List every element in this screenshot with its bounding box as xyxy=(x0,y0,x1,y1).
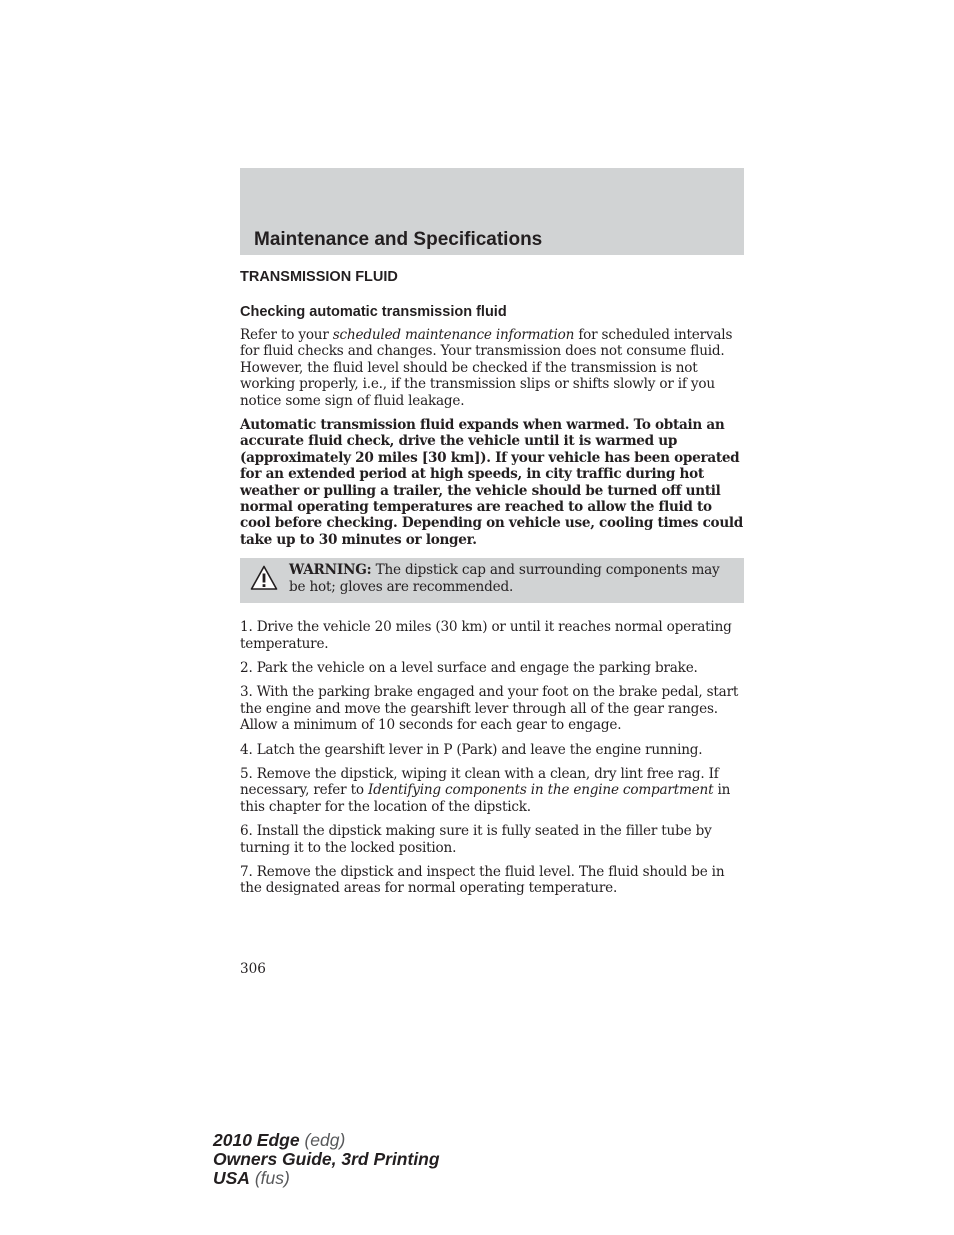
warning-text xyxy=(289,562,732,595)
footer-market-code: (fus) xyxy=(249,1168,290,1188)
footer-market: USA xyxy=(213,1168,250,1188)
warning-triangle-icon xyxy=(250,565,278,591)
page-number: 306 xyxy=(240,961,266,977)
step-1: 1. Drive the vehicle 20 miles (30 km) or until it reaches normal operating temperature. xyxy=(240,619,732,652)
footer-line-1 xyxy=(213,1131,440,1150)
bold-notice-paragraph: Automatic transmission fluid expands when warmed. To obtain an accurate fluid check, drive the vehicle until it is warmed up (approximately 20 miles [30 km]). If your vehicle has been operated for an extended period at high speeds, in city traffic during hot weather or pulling a trailer, the vehicle should be turned off until normal operating temperatures are reached to allow the fluid to cool before checking. Depending on vehicle use, cooling times could take up to 30 minutes or longer. xyxy=(240,417,743,548)
intro-text-post: for scheduled intervals for fluid checks and changes. Your transmission does not consume fluid. However, the fluid level should be checked if the transmission is not working properly, i.e., if the transmission slips or shifts slowly or if you notice some sign of fluid leakage. xyxy=(240,327,733,409)
warning-label: WARNING: xyxy=(289,562,372,579)
step-4: 4. Latch the gearshift lever in P (Park) and leave the engine running. xyxy=(240,741,703,758)
warning-message: The dipstick cap and surrounding components may be hot; gloves are recommended. xyxy=(289,562,720,595)
footer-model-code: (edg) xyxy=(299,1130,346,1150)
step-5 xyxy=(240,766,744,815)
step-3: 3. With the parking brake engaged and your foot on the brake pedal, start the engine and move the gearshift lever through all of the gear ranges. Allow a minimum of 10 seconds for each gear to engage. xyxy=(240,684,739,734)
step-6: 6. Install the dipstick making sure it is fully seated in the filler tube by turning it to the locked position. xyxy=(240,823,712,856)
intro-text-pre: Refer to your xyxy=(240,327,333,343)
chapter-title: Maintenance and Specifications xyxy=(254,229,543,250)
subsection-title: Checking automatic transmission fluid xyxy=(240,304,507,320)
footer-edition-info xyxy=(213,1131,440,1188)
footer-line-3 xyxy=(213,1169,440,1188)
warning-box xyxy=(240,558,744,603)
section-title: TRANSMISSION FLUID xyxy=(240,269,398,285)
step-2: 2. Park the vehicle on a level surface and engage the parking brake. xyxy=(240,659,698,676)
footer-model: 2010 Edge xyxy=(213,1130,300,1150)
engine-compartment-reference: Identifying components in the engine compartment xyxy=(367,782,714,799)
step-5-post: in this chapter for the location of the dipstick. xyxy=(240,782,731,815)
footer-line-2: Owners Guide, 3rd Printing xyxy=(213,1149,440,1169)
step-7: 7. Remove the dipstick and inspect the fluid level. The fluid should be in the designated areas for normal operating temperature. xyxy=(240,863,725,897)
page-content xyxy=(240,268,744,905)
step-5-pre: 5. Remove the dipstick, wiping it clean with a clean, dry lint free rag. If necessary, refer to xyxy=(240,765,719,799)
intro-paragraph xyxy=(240,327,744,409)
chapter-header-band xyxy=(240,168,744,255)
maintenance-reference: scheduled maintenance information xyxy=(332,327,575,343)
